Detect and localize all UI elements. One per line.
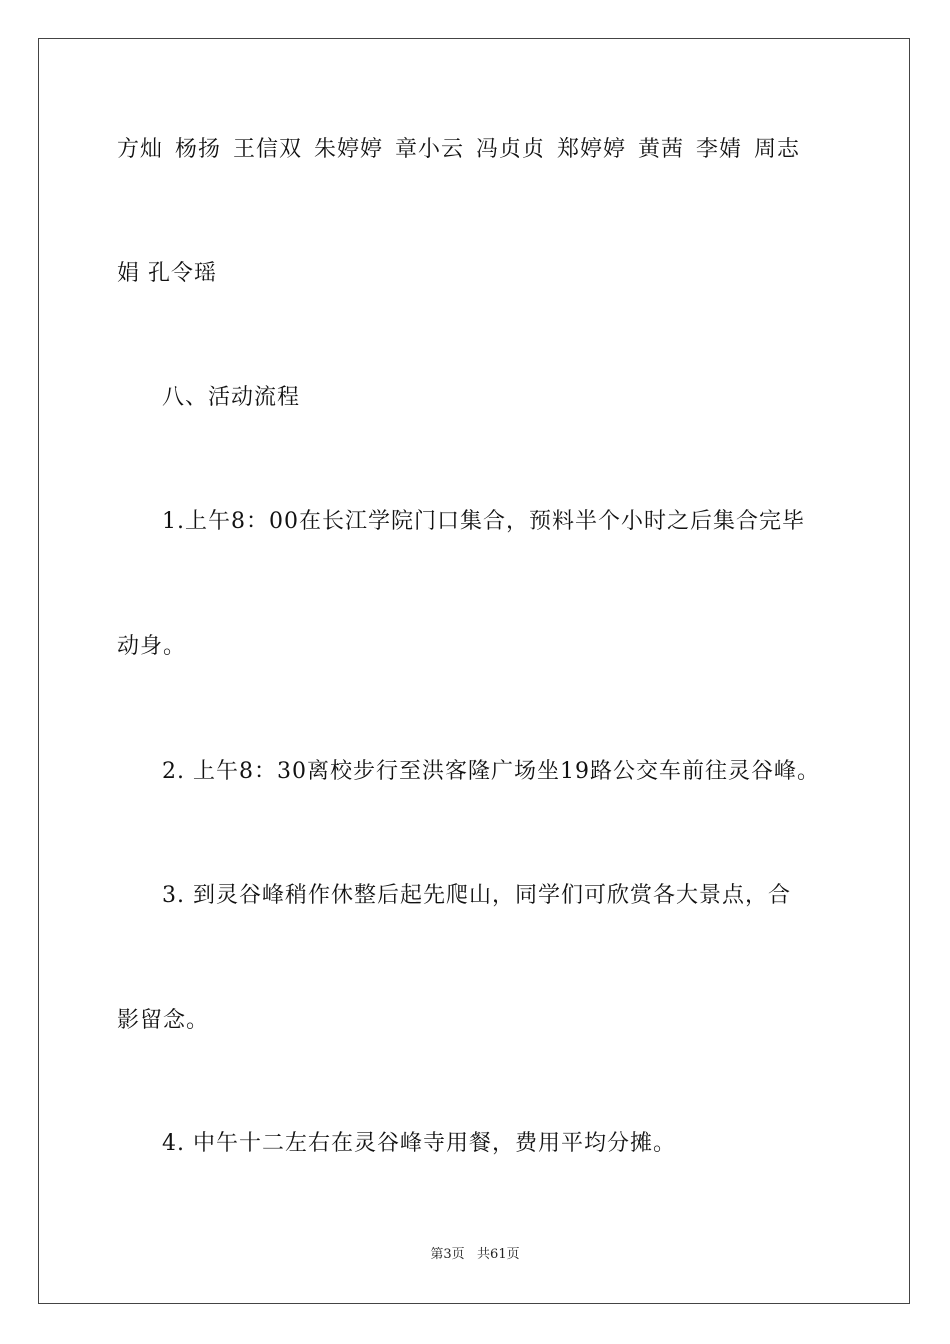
step-1-line-2: 动身。 (117, 634, 187, 659)
section-heading-activity-process: 八、活动流程 (162, 385, 301, 410)
step-2: 2. 上午8：30离校步行至洪客隆广场坐19路公交车前往灵谷峰。 (162, 759, 820, 784)
page-border (38, 38, 910, 1304)
step-3-line-1: 3. 到灵谷峰稍作休整后起先爬山，同学们可欣赏各大景点，合 (162, 883, 791, 908)
step-1-line-1: 1.上午8：00在长江学院门口集合，预料半个小时之后集合完毕 (162, 509, 805, 534)
page-number-footer: 第3页 共61页 (430, 1247, 520, 1262)
participant-names-line-2: 娟 孔令瑶 (117, 261, 217, 286)
step-4: 4. 中午十二左右在灵谷峰寺用餐，费用平均分摊。 (162, 1131, 676, 1156)
step-3-line-2: 影留念。 (117, 1008, 210, 1033)
participant-names-line-1: 方灿 杨扬 王信双 朱婷婷 章小云 冯贞贞 郑婷婷 黄茜 李婧 周志 (117, 137, 800, 162)
